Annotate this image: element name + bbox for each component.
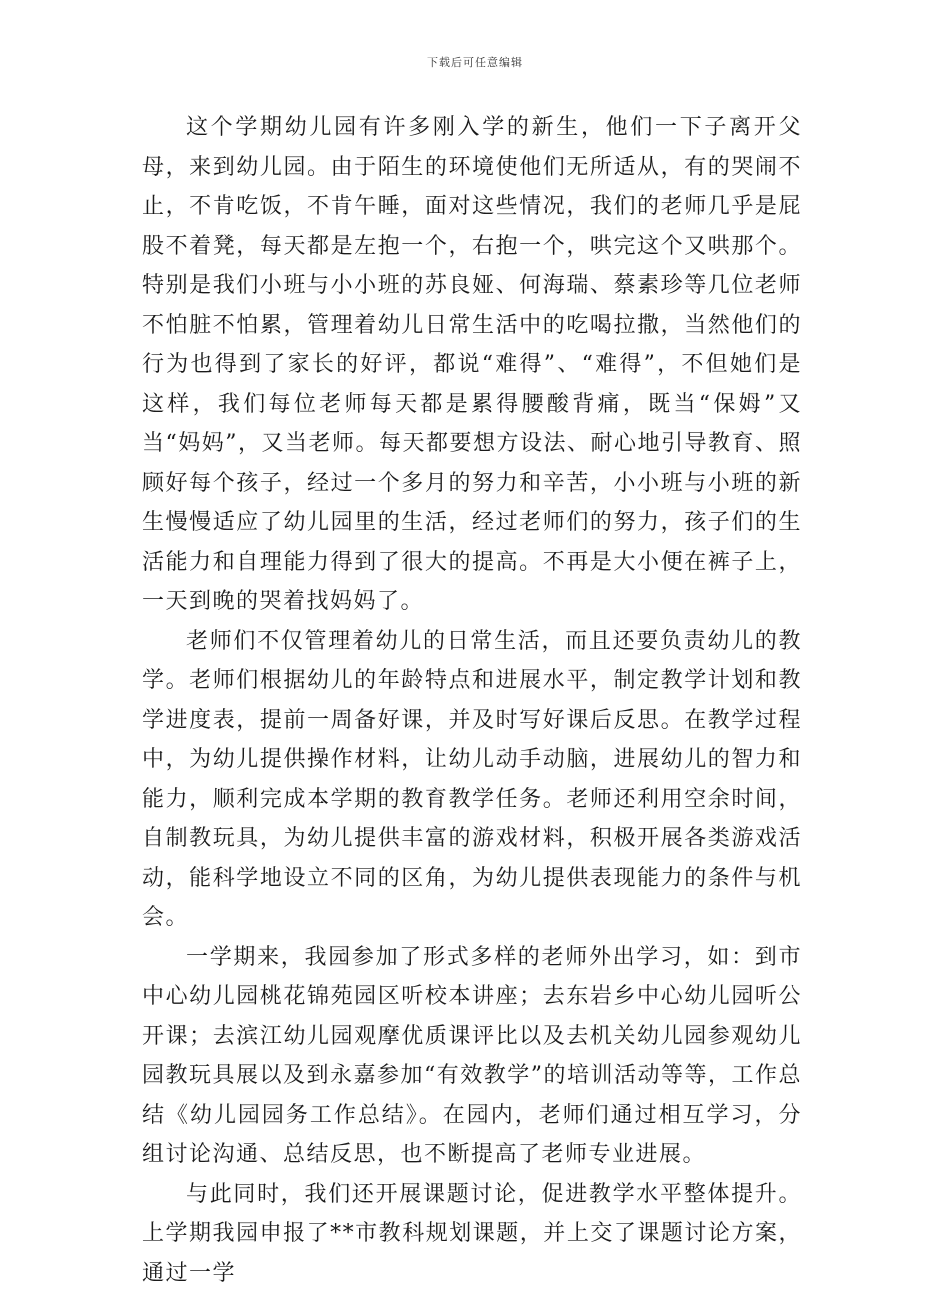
- paragraph-2: 老师们不仅管理着幼儿的日常生活，而且还要负责幼儿的教学。老师们根据幼儿的年龄特点和进展水平，制定教学计划和教学进度表，提前一周备好课，并及时写好课后反思。在教学过程中，为幼儿提供操作材料，让幼儿动手动脑，进展幼儿的智力和能力，顺利完成本学期的教育教学任务。老师还利用空余时间，自制教玩具，为幼儿提供丰富的游戏材料，积极开展各类游戏活动，能科学地设立不同的区角，为幼儿提供表现能力的条件与机会。: [142, 622, 802, 938]
- page-header: 下载后可任意编辑: [0, 54, 950, 70]
- document-body: [142, 108, 802, 1293]
- paragraph-3: 一学期来，我园参加了形式多样的老师外出学习，如：到市中心幼儿园桃花锦苑园区听校本讲座；去东岩乡中心幼儿园听公开课；去滨江幼儿园观摩优质课评比以及去机关幼儿园参观幼儿园教玩具展以及到永嘉参加“有效教学”的培训活动等等，工作总结《幼儿园园务工作总结》。在园内，老师们通过相互学习，分组讨论沟通、总结反思，也不断提高了老师专业进展。: [142, 938, 802, 1175]
- paragraph-4: 与此同时，我们还开展课题讨论，促进教学水平整体提升。上学期我园申报了**市教科规划课题，并上交了课题讨论方案，通过一学: [142, 1175, 802, 1293]
- paragraph-1: 这个学期幼儿园有许多刚入学的新生，他们一下子离开父母，来到幼儿园。由于陌生的环境使他们无所适从，有的哭闹不止，不肯吃饭，不肯午睡，面对这些情况，我们的老师几乎是屁股不着凳，每天都是左抱一个，右抱一个，哄完这个又哄那个。特别是我们小班与小小班的苏良娅、何海瑞、蔡素珍等几位老师不怕脏不怕累，管理着幼儿日常生活中的吃喝拉撒，当然他们的行为也得到了家长的好评，都说“难得”、“难得”，不但她们是这样，我们每位老师每天都是累得腰酸背痛，既当“保姆”又当“妈妈”，又当老师。每天都要想方设法、耐心地引导教育、照顾好每个孩子，经过一个多月的努力和辛苦，小小班与小班的新生慢慢适应了幼儿园里的生活，经过老师们的努力，孩子们的生活能力和自理能力得到了很大的提高。不再是大小便在裤子上，一天到晚的哭着找妈妈了。: [142, 108, 802, 622]
